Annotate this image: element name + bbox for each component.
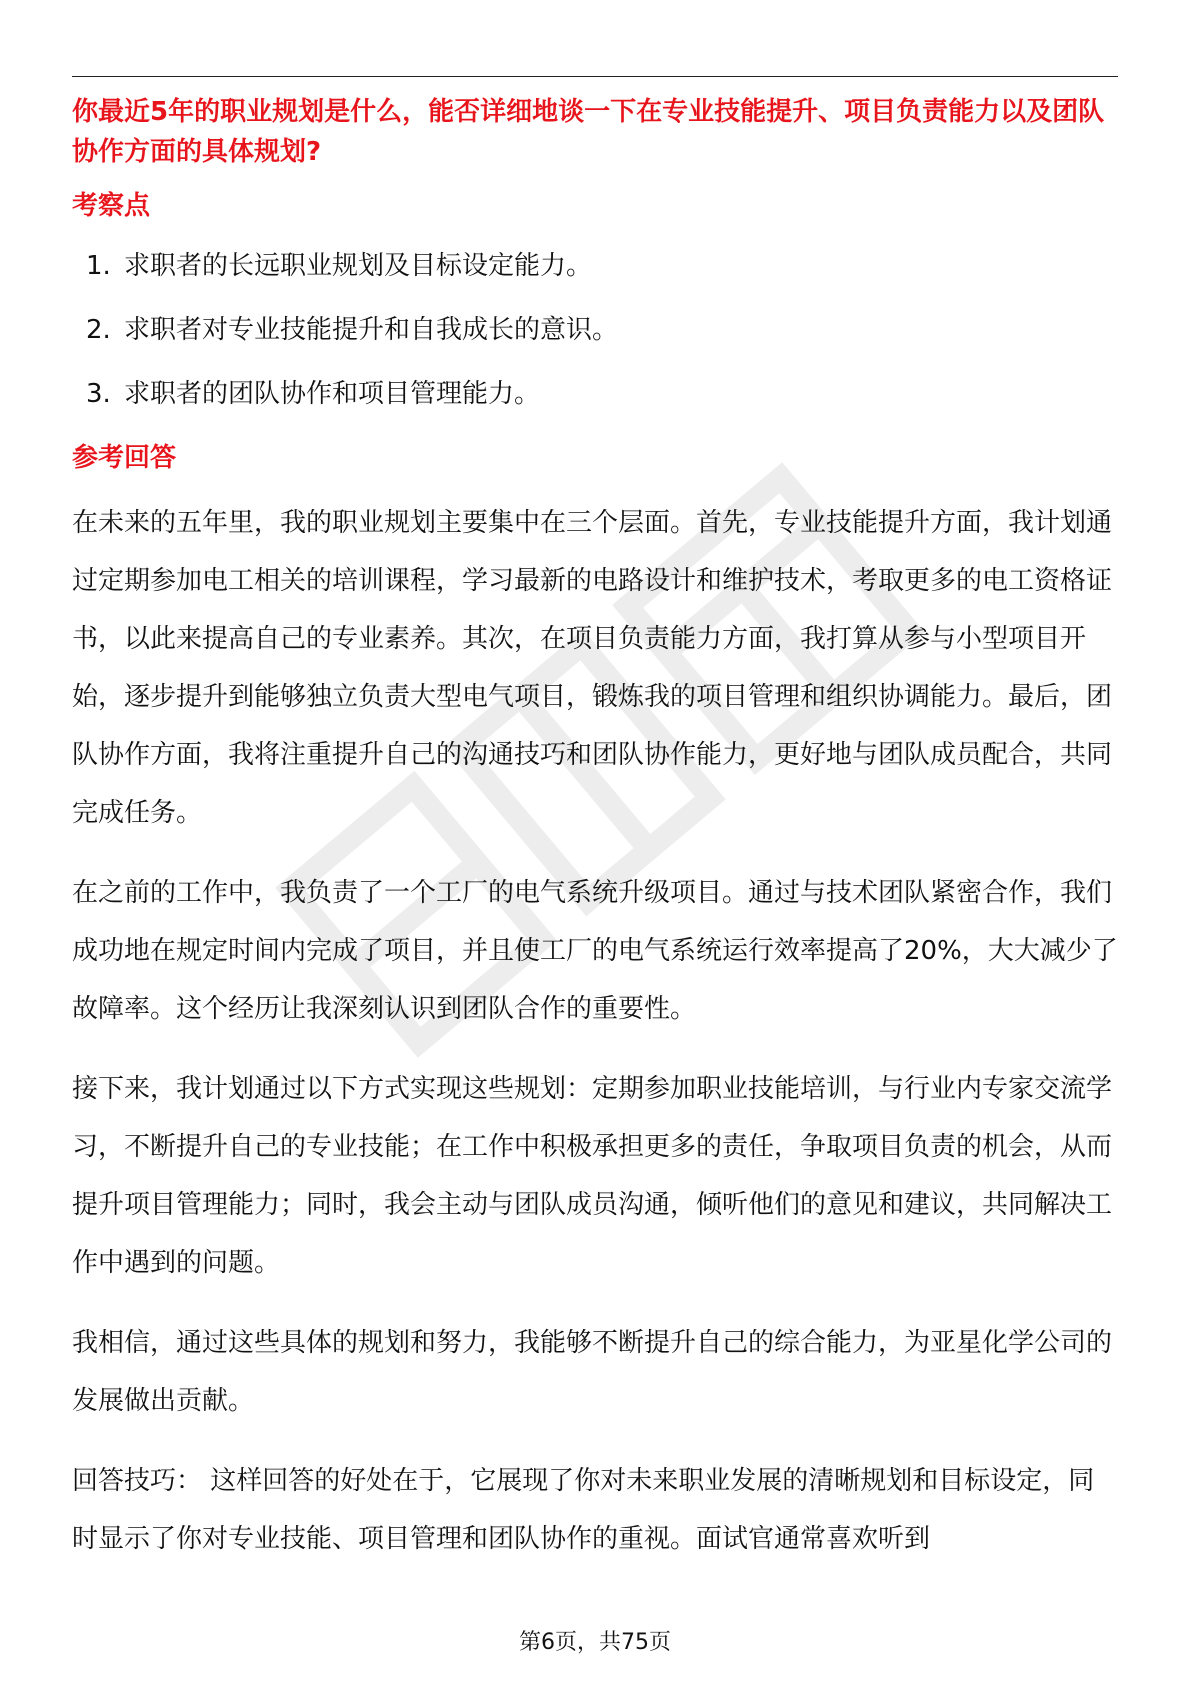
document-page bbox=[72, 92, 1118, 1568]
answer-paragraph: 接下来，我计划通过以下方式实现这些规划：定期参加职业技能培训，与行业内专家交流学习，不断提升自己的专业技能；在工作中积极承担更多的责任，争取项目负责的机会，从而提升项目管理能力；同时，我会主动与团队成员沟通，倾听他们的意见和建议，共同解决工作中遇到的问题。 bbox=[72, 1074, 1113, 1278]
answer-paragraph: 在之前的工作中，我负责了一个工厂的电气系统升级项目。通过与技术团队紧密合作，我们成功地在规定时间内完成了项目，并且使工厂的电气系统运行效率提高了20%，大大减少了故障率。这个经历让我深刻认识到团队合作的重要性。 bbox=[72, 878, 1118, 1024]
list-item-number: 1. bbox=[86, 251, 111, 281]
list-item bbox=[72, 246, 1118, 286]
list-item-text: 求职者的团队协作和项目管理能力。 bbox=[124, 379, 541, 409]
answer-tip-paragraph: 回答技巧： 这样回答的好处在于，它展现了你对未来职业发展的清晰规划和目标设定，同时显示了你对专业技能、项目管理和团队协作的重视。面试官通常喜欢听到 bbox=[72, 1466, 1095, 1554]
list-item-number: 3. bbox=[86, 379, 111, 409]
answer-paragraph: 我相信，通过这些具体的规划和努力，我能够不断提升自己的综合能力，为亚星化学公司的发展做出贡献。 bbox=[72, 1328, 1113, 1416]
points-list bbox=[72, 246, 1118, 414]
list-item-text: 求职者的长远职业规划及目标设定能力。 bbox=[124, 251, 593, 281]
answer-paragraph: 在未来的五年里，我的职业规划主要集中在三个层面。首先，专业技能提升方面，我计划通过定期参加电工相关的培训课程，学习最新的电路设计和维护技术，考取更多的电工资格证书，以此来提高自己的专业素养。其次，在项目负责能力方面，我打算从参与小型项目开始，逐步提升到能够独立负责大型电气项目，锻炼我的项目管理和组织协调能力。最后，团队协作方面，我将注重提升自己的沟通技巧和团队协作能力，更好地与团队成员配合，共同完成任务。 bbox=[72, 508, 1113, 828]
list-item bbox=[72, 310, 1118, 350]
page-number-footer: 第6页，共75页 bbox=[519, 1630, 671, 1655]
list-item-text: 求职者对专业技能提升和自我成长的意识。 bbox=[124, 315, 619, 345]
list-item-number: 2. bbox=[86, 315, 111, 345]
list-item bbox=[72, 374, 1118, 414]
top-rule bbox=[72, 76, 1118, 77]
section-title-answer: 参考回答 bbox=[72, 443, 177, 473]
section-title-points: 考察点 bbox=[72, 191, 151, 221]
question-heading: 你最近5年的职业规划是什么，能否详细地谈一下在专业技能提升、项目负责能力以及团队协作方面的具体规划? bbox=[72, 97, 1105, 167]
